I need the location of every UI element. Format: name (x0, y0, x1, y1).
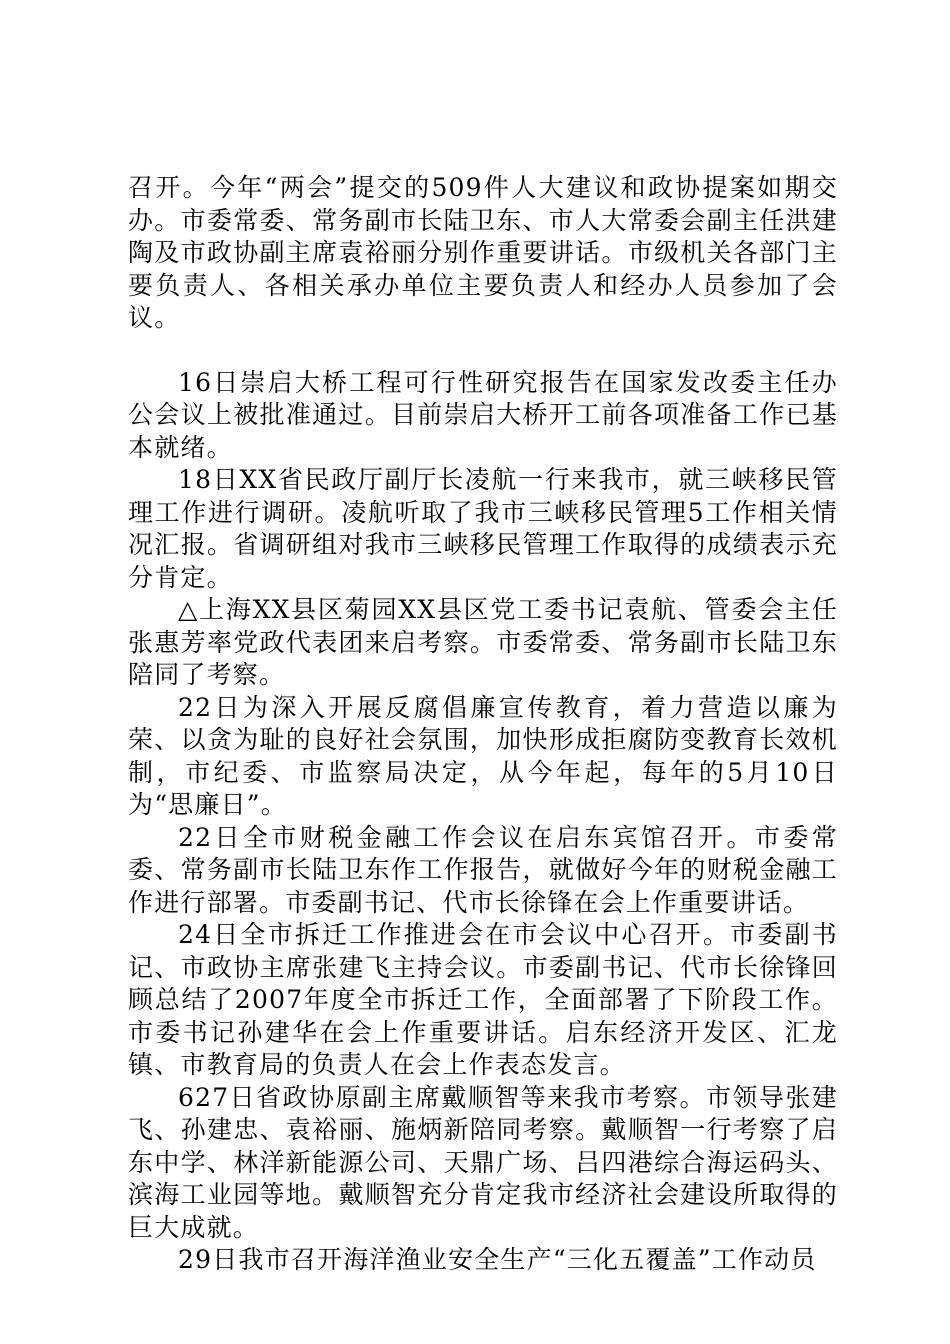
document-body (128, 172, 838, 1277)
paragraph-civil-affairs-visit: 18日XX省民政厅副厅长凌航一行来我市，就三峡移民管理工作进行调研。凌航听取了我市三峡移民管理5工作相关情况汇报。省调研组对我市三峡移民管理工作取得的成绩表示充分肯定。 (128, 465, 838, 592)
paragraph-cppcc-inspection: 627日省政协原副主席戴顺智等来我市考察。市领导张建飞、孙建忠、袁裕丽、施炳新陪同考察。戴顺智一行考察了启东中学、林洋新能源公司、天鼎广场、吕四港综合海运码头、滨海工业园等地。戴顺智充分肯定我市经济社会建设所取得的巨大成就。 (128, 1082, 838, 1242)
paragraph-shanghai-delegation: △上海XX县区菊园XX县区党工委书记袁航、管委会主任张惠芳率党政代表团来启考察。市委常委、常务副市长陆卫东陪同了考察。 (128, 595, 838, 689)
paragraph-continuation: 召开。今年“两会”提交的509件人大建议和政协提案如期交办。市委常委、常务副市长陆卫东、市人大常委会副主任洪建陶及市政协副主席袁裕丽分别作重要讲话。市级机关各部门主要负责人、各相关承办单位主要负责人和经办人员参加了会议。 (128, 173, 838, 332)
paragraph-chongqi-bridge: 16日崇启大桥工程可行性研究报告在国家发改委主任办公会议上被批准通过。目前崇启大桥开工前各项准备工作已基本就绪。 (128, 367, 838, 462)
paragraph-demolition-meeting: 24日全市拆迁工作推进会在市会议中心召开。市委副书记、市政协主席张建飞主持会议。市委副书记、代市长徐锋回顾总结了2007年度全市拆迁工作，全面部署了下阶段工作。市委书记孙建华在会上作重要讲话。启东经济开发区、汇龙镇、市教育局的负责人在会上作表态发言。 (128, 920, 838, 1079)
paragraph-fishery-safety: 29日我市召开海洋渔业安全生产“三化五覆盖”工作动员 (178, 1245, 817, 1274)
paragraph-gap (128, 335, 838, 367)
paragraph-finance-meeting: 22日全市财税金融工作会议在启东宾馆召开。市委常委、常务副市长陆卫东作工作报告，就做好今年的财税金融工作进行部署。市委副书记、代市长徐锋在会上作重要讲话。 (128, 822, 838, 917)
paragraph-anti-corruption-day: 22日为深入开展反腐倡廉宣传教育，着力营造以廉为荣、以贪为耻的良好社会氛围，加快形成拒腐防变教育长效机制，市纪委、市监察局决定，从今年起，每年的5月10日为“思廉日”。 (128, 692, 838, 819)
